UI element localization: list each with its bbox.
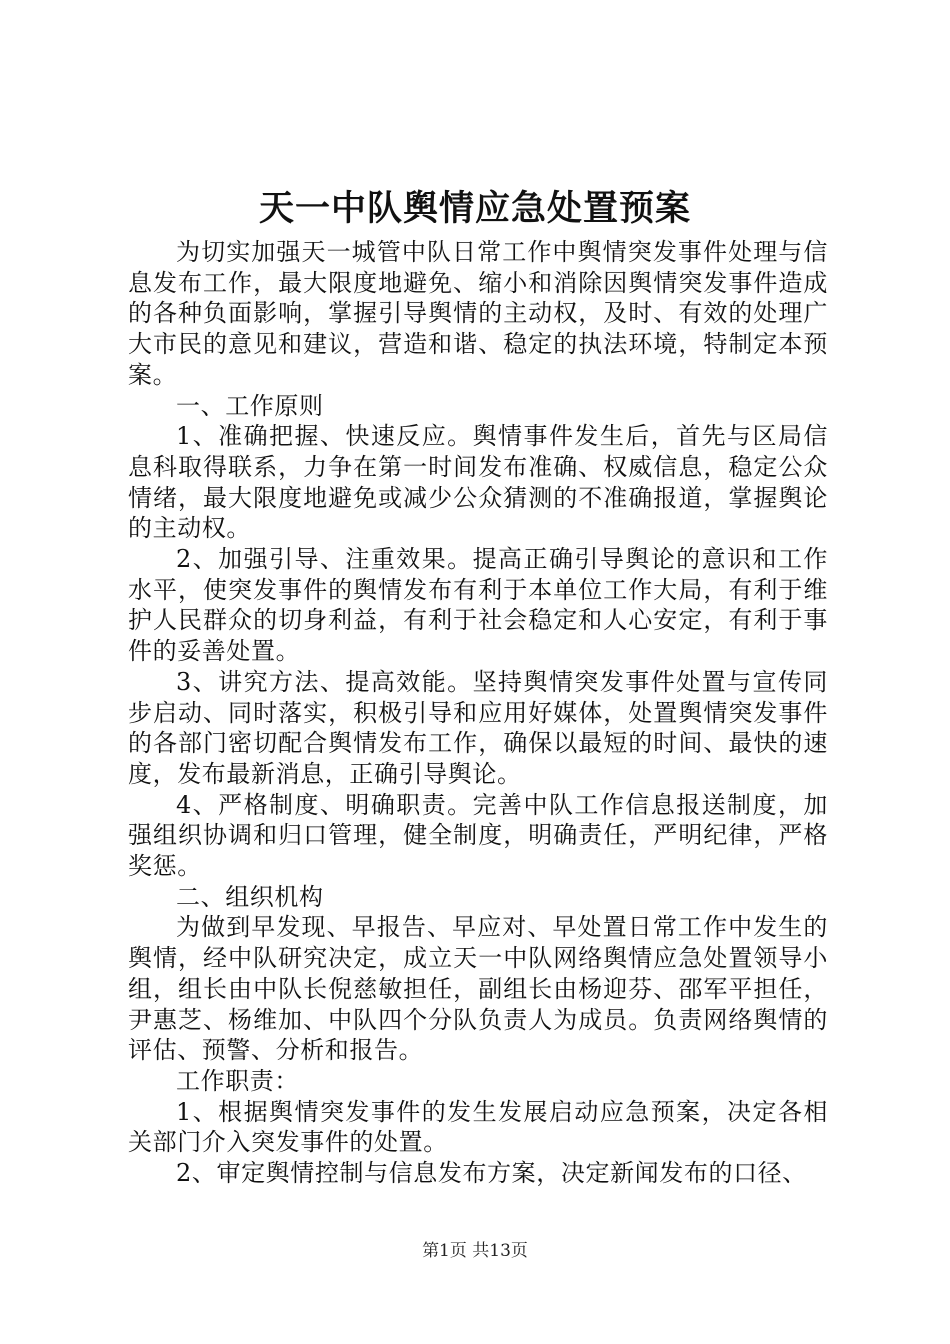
document-title: 天一中队舆情应急处置预案 xyxy=(258,188,691,229)
section-heading-principles: 一、工作原则 xyxy=(176,391,324,420)
duty-paragraph-2: 2、审定舆情控制与信息发布方案，决定新闻发布的口径、 xyxy=(176,1159,807,1188)
principle-paragraph-3: 3、讲究方法、提高效能。坚持舆情突发事件处置与宣传同步启动、同时落实，积极引导和应用好媒体，处置舆情突发事件的各部门密切配合舆情发布工作，确保以最短的时间、最快的速度，发布最新消息，正确引导舆论。 xyxy=(128,667,828,788)
organization-paragraph: 为做到早发现、早报告、早应对、早处置日常工作中发生的舆情，经中队研究决定，成立天一中队网络舆情应急处置领导小组，组长由中队长倪慈敏担任，副组长由杨迎芬、邵军平担任，尹惠芝、杨维加、中队四个分队负责人为成员。负责网络舆情的评估、预警、分析和报告。 xyxy=(128,913,828,1065)
section-heading-organization: 二、组织机构 xyxy=(176,882,324,911)
intro-paragraph: 为切实加强天一城管中队日常工作中舆情突发事件处理与信息发布工作，最大限度地避免、缩小和消除因舆情突发事件造成的各种负面影响，掌握引导舆情的主动权，及时、有效的处理广大市民的意见和建议，营造和谐、稳定的执法环境，特制定本预案。 xyxy=(128,238,828,389)
duty-paragraph-1: 1、根据舆情突发事件的发生发展启动应急预案，决定各相关部门介入突发事件的处置。 xyxy=(128,1097,828,1157)
principle-paragraph-2: 2、加强引导、注重效果。提高正确引导舆论的意识和工作水平，使突发事件的舆情发布有利于本单位工作大局，有利于维护人民群众的切身利益，有利于社会稳定和人心安定，有利于事件的妥善处置。 xyxy=(128,545,828,666)
principle-paragraph-1: 1、准确把握、快速反应。舆情事件发生后，首先与区局信息科取得联系，力争在第一时间发布准确、权威信息，稳定公众情绪，最大限度地避免或减少公众猜测的不准确报道，掌握舆论的主动权。 xyxy=(128,422,828,543)
page-footer: 第1页 共13页 xyxy=(422,1241,528,1261)
document-body xyxy=(128,237,828,1189)
section-heading-duties: 工作职责： xyxy=(176,1066,299,1095)
principle-paragraph-4: 4、严格制度、明确职责。完善中队工作信息报送制度，加强组织协调和归口管理，健全制度，明确责任，严明纪律，严格奖惩。 xyxy=(128,790,828,881)
